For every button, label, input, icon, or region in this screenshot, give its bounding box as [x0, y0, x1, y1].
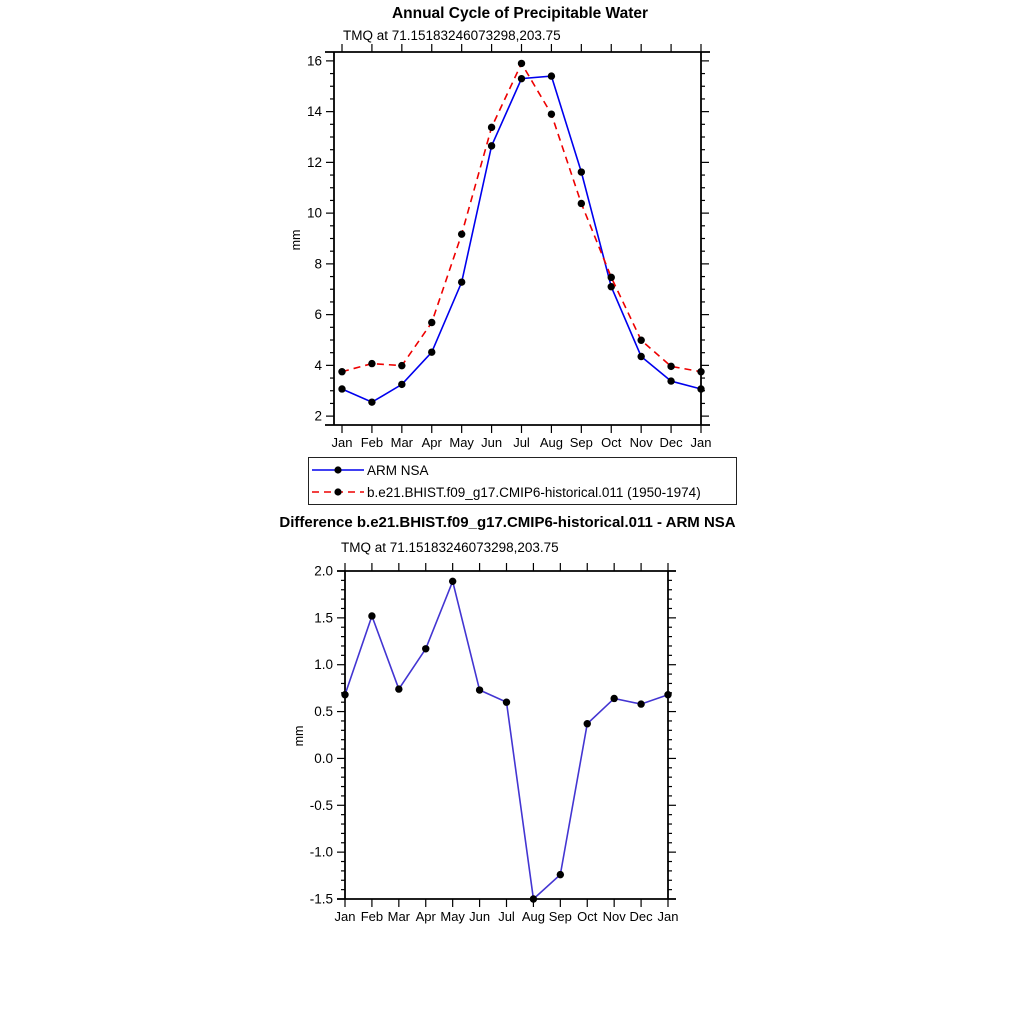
x-tick-label: May — [440, 909, 465, 924]
x-tick-label: May — [449, 435, 474, 450]
y-tick-label: -1.0 — [309, 844, 333, 860]
data-point-marker — [584, 720, 591, 727]
x-tick-label: Feb — [360, 435, 384, 450]
y-tick-label: 12 — [306, 154, 322, 170]
data-point-marker — [488, 142, 495, 149]
data-point-marker — [398, 362, 405, 369]
y-tick-label: 2 — [314, 408, 322, 424]
data-point-marker — [368, 612, 375, 619]
x-tick-label: Jun — [481, 435, 503, 450]
x-tick-label: Jul — [498, 909, 515, 924]
data-point-marker — [530, 895, 537, 902]
legend-item-model — [309, 481, 736, 503]
y-tick-label: 6 — [314, 307, 322, 323]
x-tick-label: Jul — [513, 435, 530, 450]
data-point-marker — [578, 168, 585, 175]
series-line-1 — [342, 63, 701, 371]
data-point-marker — [637, 700, 644, 707]
y-tick-label: 10 — [306, 205, 322, 221]
x-tick-label: Dec — [629, 909, 653, 924]
y-tick-label: 16 — [306, 53, 322, 69]
data-point-marker — [518, 60, 525, 67]
data-point-marker — [428, 319, 435, 326]
y-tick-label: 1.0 — [314, 657, 333, 673]
x-tick-label: Jan — [690, 435, 712, 450]
red-dashed-line-sample — [309, 484, 367, 500]
y-tick-label: 14 — [306, 104, 322, 120]
data-point-marker — [697, 385, 704, 392]
data-point-marker — [637, 353, 644, 360]
data-point-marker — [338, 385, 345, 392]
difference-chart-y-axis-label: mm — [292, 725, 306, 747]
data-point-marker — [667, 377, 674, 384]
data-point-marker — [518, 75, 525, 82]
x-tick-label: Aug — [539, 435, 563, 450]
x-tick-label: Mar — [387, 909, 411, 924]
data-point-marker — [637, 337, 644, 344]
data-point-marker — [368, 398, 375, 405]
top-chart-title: Annual Cycle of Precipitable Water — [391, 5, 649, 22]
series-line-0 — [342, 76, 701, 402]
legend-box — [308, 457, 737, 505]
data-point-marker — [610, 695, 617, 702]
x-tick-label: Nov — [602, 909, 626, 924]
y-tick-label: 2.0 — [314, 563, 333, 579]
y-tick-label: 0.5 — [314, 704, 333, 720]
data-point-marker — [503, 699, 510, 706]
x-tick-label: Jun — [469, 909, 491, 924]
x-tick-label: Sep — [548, 909, 572, 924]
data-point-marker — [398, 381, 405, 388]
x-tick-label: Aug — [521, 909, 545, 924]
difference-chart-subtitle: TMQ at 71.15183246073298,203.75 — [341, 540, 559, 555]
data-point-marker — [548, 72, 555, 79]
y-tick-label: 0.0 — [314, 750, 333, 766]
data-point-marker — [341, 691, 348, 698]
data-point-marker — [548, 110, 555, 117]
legend-label-model: b.e21.BHIST.f09_g17.CMIP6-historical.011 (1950-1974) — [367, 484, 701, 500]
x-tick-label: Jan — [331, 435, 353, 450]
x-tick-label: Sep — [569, 435, 593, 450]
data-point-marker — [422, 645, 429, 652]
series-line-0 — [345, 581, 668, 899]
x-tick-label: Mar — [390, 435, 414, 450]
data-point-marker — [557, 871, 564, 878]
y-tick-label: -0.5 — [309, 797, 333, 813]
legend-item-arm-nsa — [309, 459, 736, 481]
data-point-marker — [608, 274, 615, 281]
data-point-marker — [368, 360, 375, 367]
data-point-marker — [338, 368, 345, 375]
data-point-marker — [578, 200, 585, 207]
data-point-marker — [458, 230, 465, 237]
data-point-marker — [428, 348, 435, 355]
annual-cycle-chart — [260, 40, 740, 455]
y-tick-label: 8 — [314, 256, 322, 272]
x-tick-label: Apr — [421, 435, 442, 450]
x-tick-label: Dec — [659, 435, 683, 450]
data-point-marker — [476, 686, 483, 693]
data-point-marker — [667, 363, 674, 370]
x-tick-label: Oct — [577, 909, 598, 924]
legend-label-arm-nsa: ARM NSA — [367, 462, 429, 478]
difference-chart-title: Difference b.e21.BHIST.f09_g17.CMIP6-historical.011 - ARM NSA — [279, 514, 736, 531]
x-tick-label: Jan — [334, 909, 356, 924]
x-tick-label: Nov — [629, 435, 653, 450]
top-chart-y-axis-label: mm — [289, 229, 303, 251]
difference-chart — [260, 555, 740, 925]
x-tick-label: Apr — [415, 909, 436, 924]
x-tick-label: Jan — [657, 909, 679, 924]
x-tick-label: Oct — [601, 435, 622, 450]
data-point-marker — [395, 685, 402, 692]
data-point-marker — [664, 691, 671, 698]
y-tick-label: 1.5 — [314, 610, 333, 626]
data-point-marker — [449, 578, 456, 585]
data-point-marker — [697, 368, 704, 375]
y-tick-label: -1.5 — [309, 891, 333, 907]
top-chart-subtitle: TMQ at 71.15183246073298,203.75 — [343, 28, 561, 43]
data-point-marker — [488, 124, 495, 131]
data-point-marker — [458, 278, 465, 285]
y-tick-label: 4 — [314, 357, 322, 373]
blue-solid-line-sample — [309, 462, 367, 478]
x-tick-label: Feb — [360, 909, 384, 924]
